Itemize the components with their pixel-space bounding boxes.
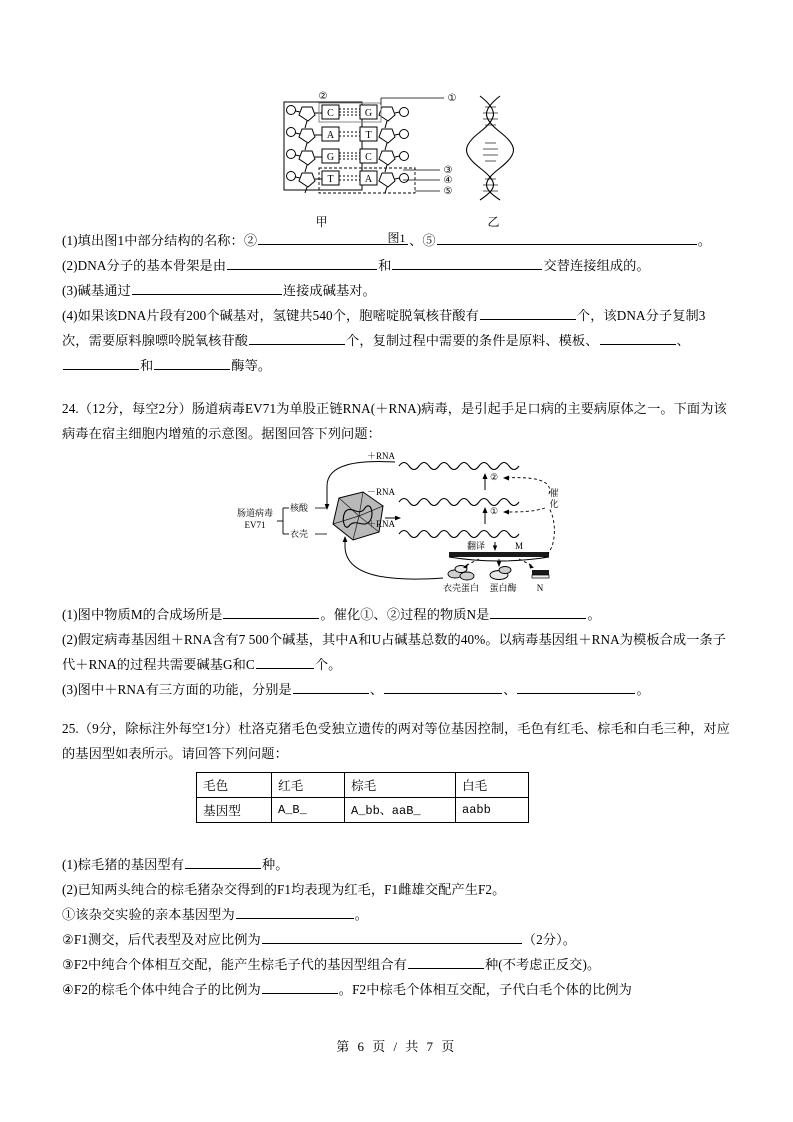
- cell-r1c1: A_B_: [272, 798, 345, 823]
- virus-step-2: ②: [489, 472, 498, 482]
- answer-blank[interactable]: [392, 256, 542, 270]
- q25-sub-5: ③F2中纯合个体相互交配，能产生棕毛子代的基因型组合有 种(不考虑正反交)。: [62, 957, 601, 972]
- q23-subquestions: [62, 228, 731, 378]
- cell-r0c3: 白毛: [456, 773, 529, 798]
- rna-label-plus-mid: ＋RNA: [366, 519, 395, 529]
- base-left-0: C: [326, 108, 334, 119]
- cell-r1c3: aabb: [456, 798, 529, 823]
- answer-blank[interactable]: [185, 855, 261, 869]
- answer-blank[interactable]: [408, 955, 484, 969]
- q23-sub-3: (3)碱基通过 连接成碱基对。: [62, 283, 376, 298]
- q24-subquestions: [62, 602, 731, 702]
- svg-text:催: 催: [548, 488, 559, 498]
- dna-double-helix: [466, 96, 513, 200]
- figure-virus-replication: [0, 446, 793, 598]
- product-n-icon: [532, 570, 549, 578]
- answer-blank[interactable]: [490, 605, 586, 619]
- q24-sub-2: (2)假定病毒基因组＋RNA含有7 500个碱基，其中A和U占碱基总数的40%。以病毒基因组＋RNA为模板合成一条子代＋RNA的过程共需要碱基G和C 个。: [62, 632, 727, 672]
- answer-blank[interactable]: [262, 930, 522, 944]
- q25-sub-4: ②F1测交，后代表型及对应比例为 （2分）。: [62, 932, 577, 947]
- answer-blank[interactable]: [262, 980, 338, 994]
- base-left-3: T: [326, 174, 334, 185]
- figure1-label-left: 甲: [315, 215, 328, 229]
- q23-sub-1: (1)填出图1中部分结构的名称：② 、⑤ 。: [62, 233, 711, 248]
- label-protease: 蛋白酶: [488, 583, 517, 593]
- virus-name-line2: EV71: [244, 520, 265, 530]
- cell-r0c0: 毛色: [197, 773, 272, 798]
- translation-label: 翻译: [466, 541, 485, 551]
- q24-head-text: 24.（12分，每空2分）肠道病毒EV71为单股正链RNA(＋RNA)病毒，是引起手足口病的主要病原体之一。下面为该病毒在宿主细胞内增殖的示意图。据图回答下列问题：: [62, 401, 727, 441]
- callout-3: ③: [443, 165, 452, 176]
- q25-subquestions: [62, 852, 731, 1002]
- rna-strands: [399, 463, 519, 538]
- answer-blank[interactable]: [227, 256, 377, 270]
- genotype-table-wrap: [0, 772, 793, 823]
- table-row-header: [197, 773, 529, 798]
- q25-sub-1: (1)棕毛猪的基因型有 种。: [62, 857, 289, 872]
- q24-sub-3: (3)图中＋RNA有三方面的功能，分别是 、 、 。: [62, 682, 650, 697]
- answer-blank[interactable]: [249, 331, 345, 345]
- q23-sub-2: (2)DNA分子的基本骨架是由 和 交替连接组成的。: [62, 258, 650, 273]
- cell-r0c1: 红毛: [272, 773, 345, 798]
- base-right-3: A: [364, 174, 372, 185]
- q25-sub-3: ①该杂交实验的亲本基因型为 。: [62, 907, 369, 922]
- catalysis-label: [549, 487, 558, 509]
- cell-r1c0: 基因型: [197, 798, 272, 823]
- table-row: [197, 798, 529, 823]
- callout-4: ④: [443, 175, 452, 186]
- product-protease-icon: [490, 567, 511, 580]
- answer-blank[interactable]: [63, 356, 139, 370]
- base-left-2: G: [326, 152, 334, 163]
- virus-particle-icon: [333, 492, 383, 540]
- answer-blank[interactable]: [154, 356, 230, 370]
- q24-sub-1: (1)图中物质M的合成场所是 。催化①、②过程的物质N是 。: [62, 607, 601, 622]
- dna-diagram-svg: [272, 88, 522, 206]
- base-left-1: A: [326, 130, 334, 141]
- rna-label-minus: －RNA: [366, 487, 395, 497]
- figure1-label-right: 乙: [487, 215, 500, 229]
- base-right-1: T: [364, 130, 372, 141]
- q25-sub-6: ④F2的棕毛个体中纯合子的比例为 。F2中棕毛个体相互交配，子代白毛个体的比例为: [62, 982, 632, 997]
- answer-blank[interactable]: [600, 331, 676, 345]
- base-right-2: C: [364, 152, 372, 163]
- genotype-table: [196, 772, 529, 823]
- q25-sub-2: (2)已知两头纯合的棕毛猪杂交得到的F1均表现为红毛，F1雌雄交配产生F2。: [62, 882, 506, 897]
- cell-r0c2: 棕毛: [345, 773, 456, 798]
- virus-part-nucleic-acid: 核酸: [289, 503, 308, 513]
- callout-5: ⑤: [443, 186, 452, 197]
- label-capsid-protein: 衣壳蛋白: [442, 583, 479, 593]
- answer-blank[interactable]: [517, 680, 635, 694]
- rna-label-plus-top: ＋RNA: [366, 451, 395, 461]
- m-label: M: [514, 541, 523, 551]
- callout-2: ②: [318, 91, 327, 102]
- answer-blank[interactable]: [236, 905, 354, 919]
- virus-name-line1: 肠道病毒: [236, 508, 273, 518]
- figure1-caption: 图1: [387, 231, 406, 245]
- cell-r1c2: A_bb、aaB_: [345, 798, 456, 823]
- answer-blank[interactable]: [384, 680, 502, 694]
- q25-head-text: 25.（9分，除标注外每空1分）杜洛克猪毛色受独立遗传的两对等位基因控制，毛色有红毛、棕毛和白毛三种，对应的基因型如表所示。请回答下列问题：: [62, 721, 730, 761]
- q24-heading: [62, 396, 731, 446]
- q23-sub-4: (4)如果该DNA片段有200个碱基对，氢键共540个，胞嘧啶脱氧核苷酸有 个，该DNA分子复制3次，需要原料腺嘌呤脱氧核苷酸 个，复制过程中需要的条件是原料、模板、 、和 酶等。: [62, 308, 706, 373]
- q25-heading: [62, 716, 731, 766]
- virus-diagram-svg: [227, 446, 567, 596]
- answer-blank[interactable]: [132, 281, 282, 295]
- virus-part-capsid: 衣壳: [289, 529, 308, 539]
- answer-blank[interactable]: [293, 680, 369, 694]
- callout-1: ①: [447, 93, 456, 104]
- svg-text:化: 化: [548, 499, 559, 509]
- page-footer: 第 6 页 / 共 7 页: [336, 1039, 457, 1054]
- virus-step-1: ①: [489, 506, 498, 516]
- answer-blank[interactable]: [480, 306, 576, 320]
- answer-blank[interactable]: [223, 605, 319, 619]
- answer-blank[interactable]: [437, 231, 697, 245]
- label-n: N: [536, 583, 543, 593]
- answer-blank[interactable]: [258, 231, 408, 245]
- product-capsid-protein-icon: [448, 566, 474, 581]
- base-right-0: G: [364, 108, 372, 119]
- answer-blank[interactable]: [256, 655, 314, 669]
